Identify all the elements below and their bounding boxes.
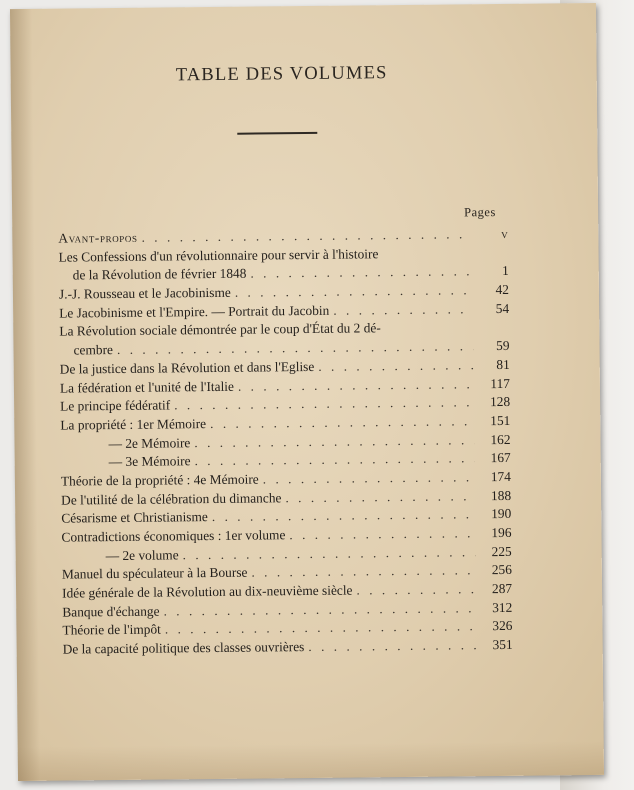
toc-entry-page: 128 xyxy=(489,394,511,410)
toc-entry-page: 287 xyxy=(491,580,513,597)
leader-dots xyxy=(356,580,476,600)
leader-dots xyxy=(238,375,474,396)
title-rule xyxy=(237,132,317,135)
toc-entry-page: v xyxy=(501,225,509,241)
toc-entry-title: Idée générale de la Révolution au dix-neuvième siècle xyxy=(62,582,353,601)
leader-dots xyxy=(251,562,476,583)
toc-entry-title: Les Confessions d'un révolutionnaire pour servir à l'histoire xyxy=(58,245,379,265)
toc-entry-page: 225 xyxy=(491,543,512,559)
toc-entry-title: La fédération et l'unité de l'Italie xyxy=(59,378,235,396)
toc-entry-title: — 2e Mémoire xyxy=(108,434,191,451)
page-title: TABLE DES VOLUMES xyxy=(175,63,388,86)
leader-dots xyxy=(235,281,473,302)
toc-entry-page: 151 xyxy=(490,412,511,428)
toc-entry-page: 190 xyxy=(491,506,512,522)
toc-entry-title: de la Révolution de février 1848 xyxy=(72,266,247,283)
toc-entry-title: Théorie de l'impôt xyxy=(62,621,161,639)
toc-entry-page: 59 xyxy=(496,338,510,354)
page-shadow-bottom xyxy=(18,741,604,781)
toc-entry-title: De la capacité politique des classes ouvrières xyxy=(62,639,305,657)
book-page xyxy=(10,3,604,781)
toc-entry-page: 54 xyxy=(495,300,510,316)
toc-entry-title: Banque d'échange xyxy=(62,603,160,620)
toc-entry xyxy=(63,636,513,659)
table-of-contents xyxy=(58,225,512,660)
toc-entry-title: De l'utilité de la célébration du dimanche xyxy=(61,489,282,508)
leader-dots xyxy=(385,332,474,333)
toc-entry-page: 312 xyxy=(492,599,513,615)
leader-dots xyxy=(318,356,474,376)
toc-entry-title: Manuel du spéculateur à la Bourse xyxy=(61,565,248,582)
toc-entry-title: De la justice dans la Révolution et dans l'Eglise xyxy=(59,358,315,377)
leader-dots xyxy=(333,300,473,320)
toc-entry-title: Le Jacobinisme et l'Empire. — Portrait du Jacobin xyxy=(59,302,330,321)
leader-dots xyxy=(285,487,475,508)
toc-entry-page: 188 xyxy=(490,487,512,503)
leader-dots xyxy=(250,263,473,284)
toc-entry-page: 162 xyxy=(490,431,511,447)
toc-entry-page: 351 xyxy=(492,636,513,653)
toc-entry-title: — 3e Mémoire xyxy=(108,453,191,470)
toc-entry-title: Théorie de la propriété : 4e Mémoire xyxy=(60,471,259,489)
leader-dots xyxy=(308,636,476,656)
toc-entry-title: La propriété : 1er Mémoire xyxy=(60,415,207,433)
toc-entry-title: cembre xyxy=(73,342,114,358)
page-shadow-left xyxy=(10,9,40,781)
toc-entry-title: Le principe fédératif xyxy=(60,397,171,414)
toc-entry-page: 174 xyxy=(490,468,511,485)
toc-entry-page: 117 xyxy=(490,375,510,391)
toc-entry-page: 167 xyxy=(490,450,511,466)
toc-entry-page: 1 xyxy=(501,263,509,279)
toc-entry-title: Avant-propos xyxy=(58,229,138,246)
toc-entry-page: 256 xyxy=(491,562,512,578)
leader-dots xyxy=(263,468,475,489)
toc-entry-page: 42 xyxy=(495,281,510,298)
pages-column-header: Pages xyxy=(464,205,496,220)
toc-entry-page: 81 xyxy=(496,356,510,372)
toc-entry-title: Contradictions économiques : 1er volume xyxy=(61,527,286,545)
toc-entry-title: — 2e volume xyxy=(105,547,179,563)
leader-dots xyxy=(382,257,472,258)
toc-entry-page: 196 xyxy=(491,524,512,541)
leader-dots xyxy=(141,225,472,247)
toc-entry-title: La Révolution sociale démontrée par le coup d'État du 2 dé- xyxy=(59,320,381,340)
toc-entry-page: 326 xyxy=(492,618,513,634)
toc-entry-title: Césarisme et Christianisme xyxy=(61,509,208,526)
toc-entry-title: J.-J. Rousseau et le Jacobinisme xyxy=(58,284,231,302)
leader-dots xyxy=(289,524,475,545)
